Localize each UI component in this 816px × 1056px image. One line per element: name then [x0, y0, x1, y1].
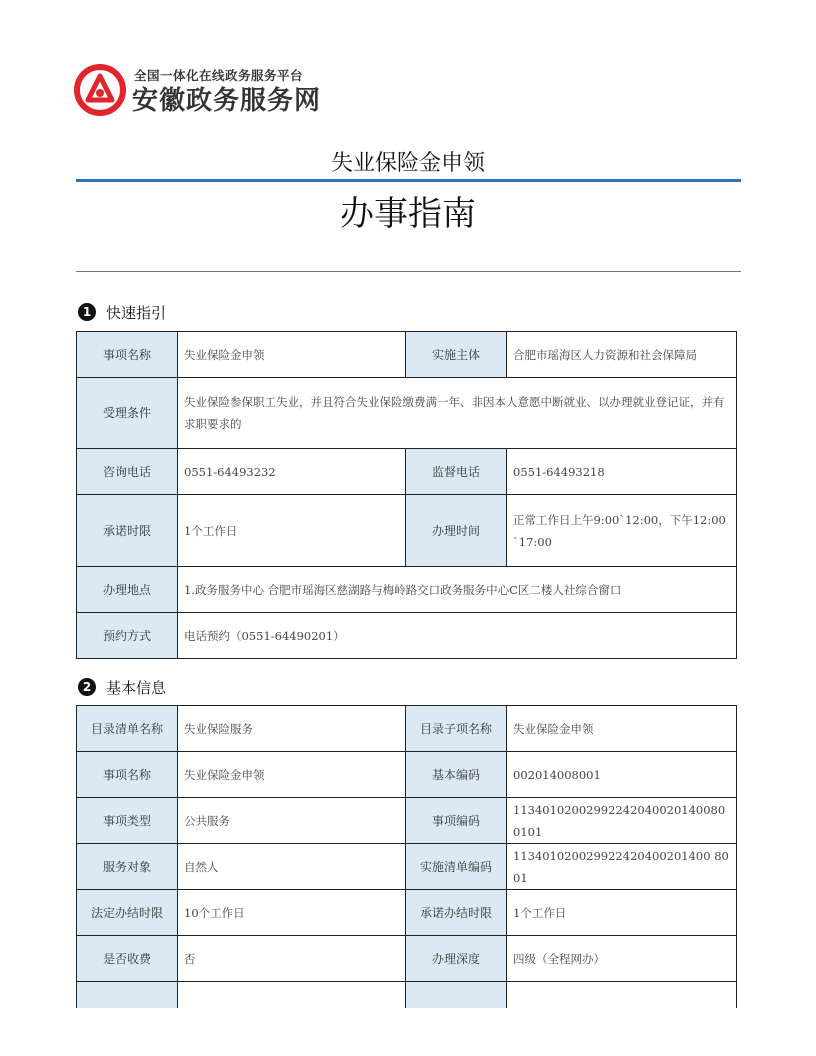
- field-label: 预约方式: [77, 613, 178, 659]
- field-value: 1个工作日: [507, 890, 737, 936]
- field-label: 事项名称: [77, 332, 178, 378]
- field-label: 事项类型: [77, 798, 178, 844]
- item-title: 失业保险金申领: [330, 151, 485, 176]
- section-basic-info: [78, 676, 166, 698]
- field-value: 合肥市瑶海区人力资源和社会保障局: [507, 332, 737, 378]
- field-value: 正常工作日上午9:00`12:00，下午12:00`17:00: [507, 495, 737, 567]
- section-number-icon: 2: [78, 678, 96, 696]
- field-label: 监督电话: [406, 449, 507, 495]
- logo-name: 安徽政务服务网: [132, 86, 322, 116]
- field-label: 咨询电话: [77, 449, 178, 495]
- field-value: 否: [178, 936, 406, 982]
- field-value: 002014008001: [507, 752, 737, 798]
- table-row: [77, 890, 737, 936]
- field-value: 10个工作日: [178, 890, 406, 936]
- table-row: [77, 332, 737, 378]
- field-value: 113401020029922420400201400 8001: [507, 844, 737, 890]
- field-label: [77, 982, 178, 1009]
- logo-subtitle: 全国一体化在线政务服务平台: [134, 68, 304, 83]
- field-value: 失业保险参保职工失业，并且符合失业保险缴费满一年、非因本人意愿中断就业、以办理就业登记证，并有求职要求的: [178, 378, 737, 449]
- section-heading: 基本信息: [106, 678, 167, 697]
- field-value: 电话预约（0551-64490201）: [178, 613, 737, 659]
- field-label: 法定办结时限: [77, 890, 178, 936]
- field-label: 受理条件: [77, 378, 178, 449]
- field-value: 1.政务服务中心 合肥市瑶海区慈湖路与梅岭路交口政务服务中心C区二楼人社综合窗口: [178, 567, 737, 613]
- field-label: 目录子项名称: [406, 706, 507, 752]
- field-label: 办理地点: [77, 567, 178, 613]
- section-quick-guide: [78, 301, 166, 323]
- field-label: 事项编码: [406, 798, 507, 844]
- table-row: [77, 495, 737, 567]
- field-label: [406, 982, 507, 1009]
- table-row: [77, 706, 737, 752]
- field-label: 实施清单编码: [406, 844, 507, 890]
- basic-info-table: [76, 705, 737, 1008]
- section-heading: 快速指引: [106, 303, 167, 322]
- field-value: 0551-64493218: [507, 449, 737, 495]
- site-logo[interactable]: [74, 64, 374, 116]
- table-row: [77, 936, 737, 982]
- field-value: 公共服务: [178, 798, 406, 844]
- field-value: 四级（全程网办）: [507, 936, 737, 982]
- field-label: 承诺时限: [77, 495, 178, 567]
- field-label: 服务对象: [77, 844, 178, 890]
- field-label: 事项名称: [77, 752, 178, 798]
- field-label: 基本编码: [406, 752, 507, 798]
- table-row: [77, 982, 737, 1009]
- field-value: 失业保险服务: [178, 706, 406, 752]
- field-label: 是否收费: [77, 936, 178, 982]
- table-row: [77, 844, 737, 890]
- field-value: 1个工作日: [178, 495, 406, 567]
- logo-mark-icon: [74, 64, 126, 116]
- field-label: 办理深度: [406, 936, 507, 982]
- field-label: 目录清单名称: [77, 706, 178, 752]
- table-row: [77, 567, 737, 613]
- field-value: 失业保险金申领: [178, 332, 406, 378]
- table-row: [77, 798, 737, 844]
- field-label: 办理时间: [406, 495, 507, 567]
- field-value: 11340102002992242040020140080 0101: [507, 798, 737, 844]
- table-row: [77, 613, 737, 659]
- field-label: 实施主体: [406, 332, 507, 378]
- field-value: [507, 982, 737, 1009]
- field-value: 自然人: [178, 844, 406, 890]
- quick-guide-table: [76, 331, 737, 659]
- guide-title: 办事指南: [340, 194, 476, 234]
- table-row: [77, 378, 737, 449]
- field-value: 失业保险金申领: [178, 752, 406, 798]
- table-row: [77, 752, 737, 798]
- title-divider: [76, 179, 741, 182]
- field-label: 承诺办结时限: [406, 890, 507, 936]
- header-divider: [76, 271, 741, 272]
- field-value: 失业保险金申领: [507, 706, 737, 752]
- field-value: 0551-64493232: [178, 449, 406, 495]
- field-value: [178, 982, 406, 1009]
- section-number-icon: 1: [78, 303, 96, 321]
- table-row: [77, 449, 737, 495]
